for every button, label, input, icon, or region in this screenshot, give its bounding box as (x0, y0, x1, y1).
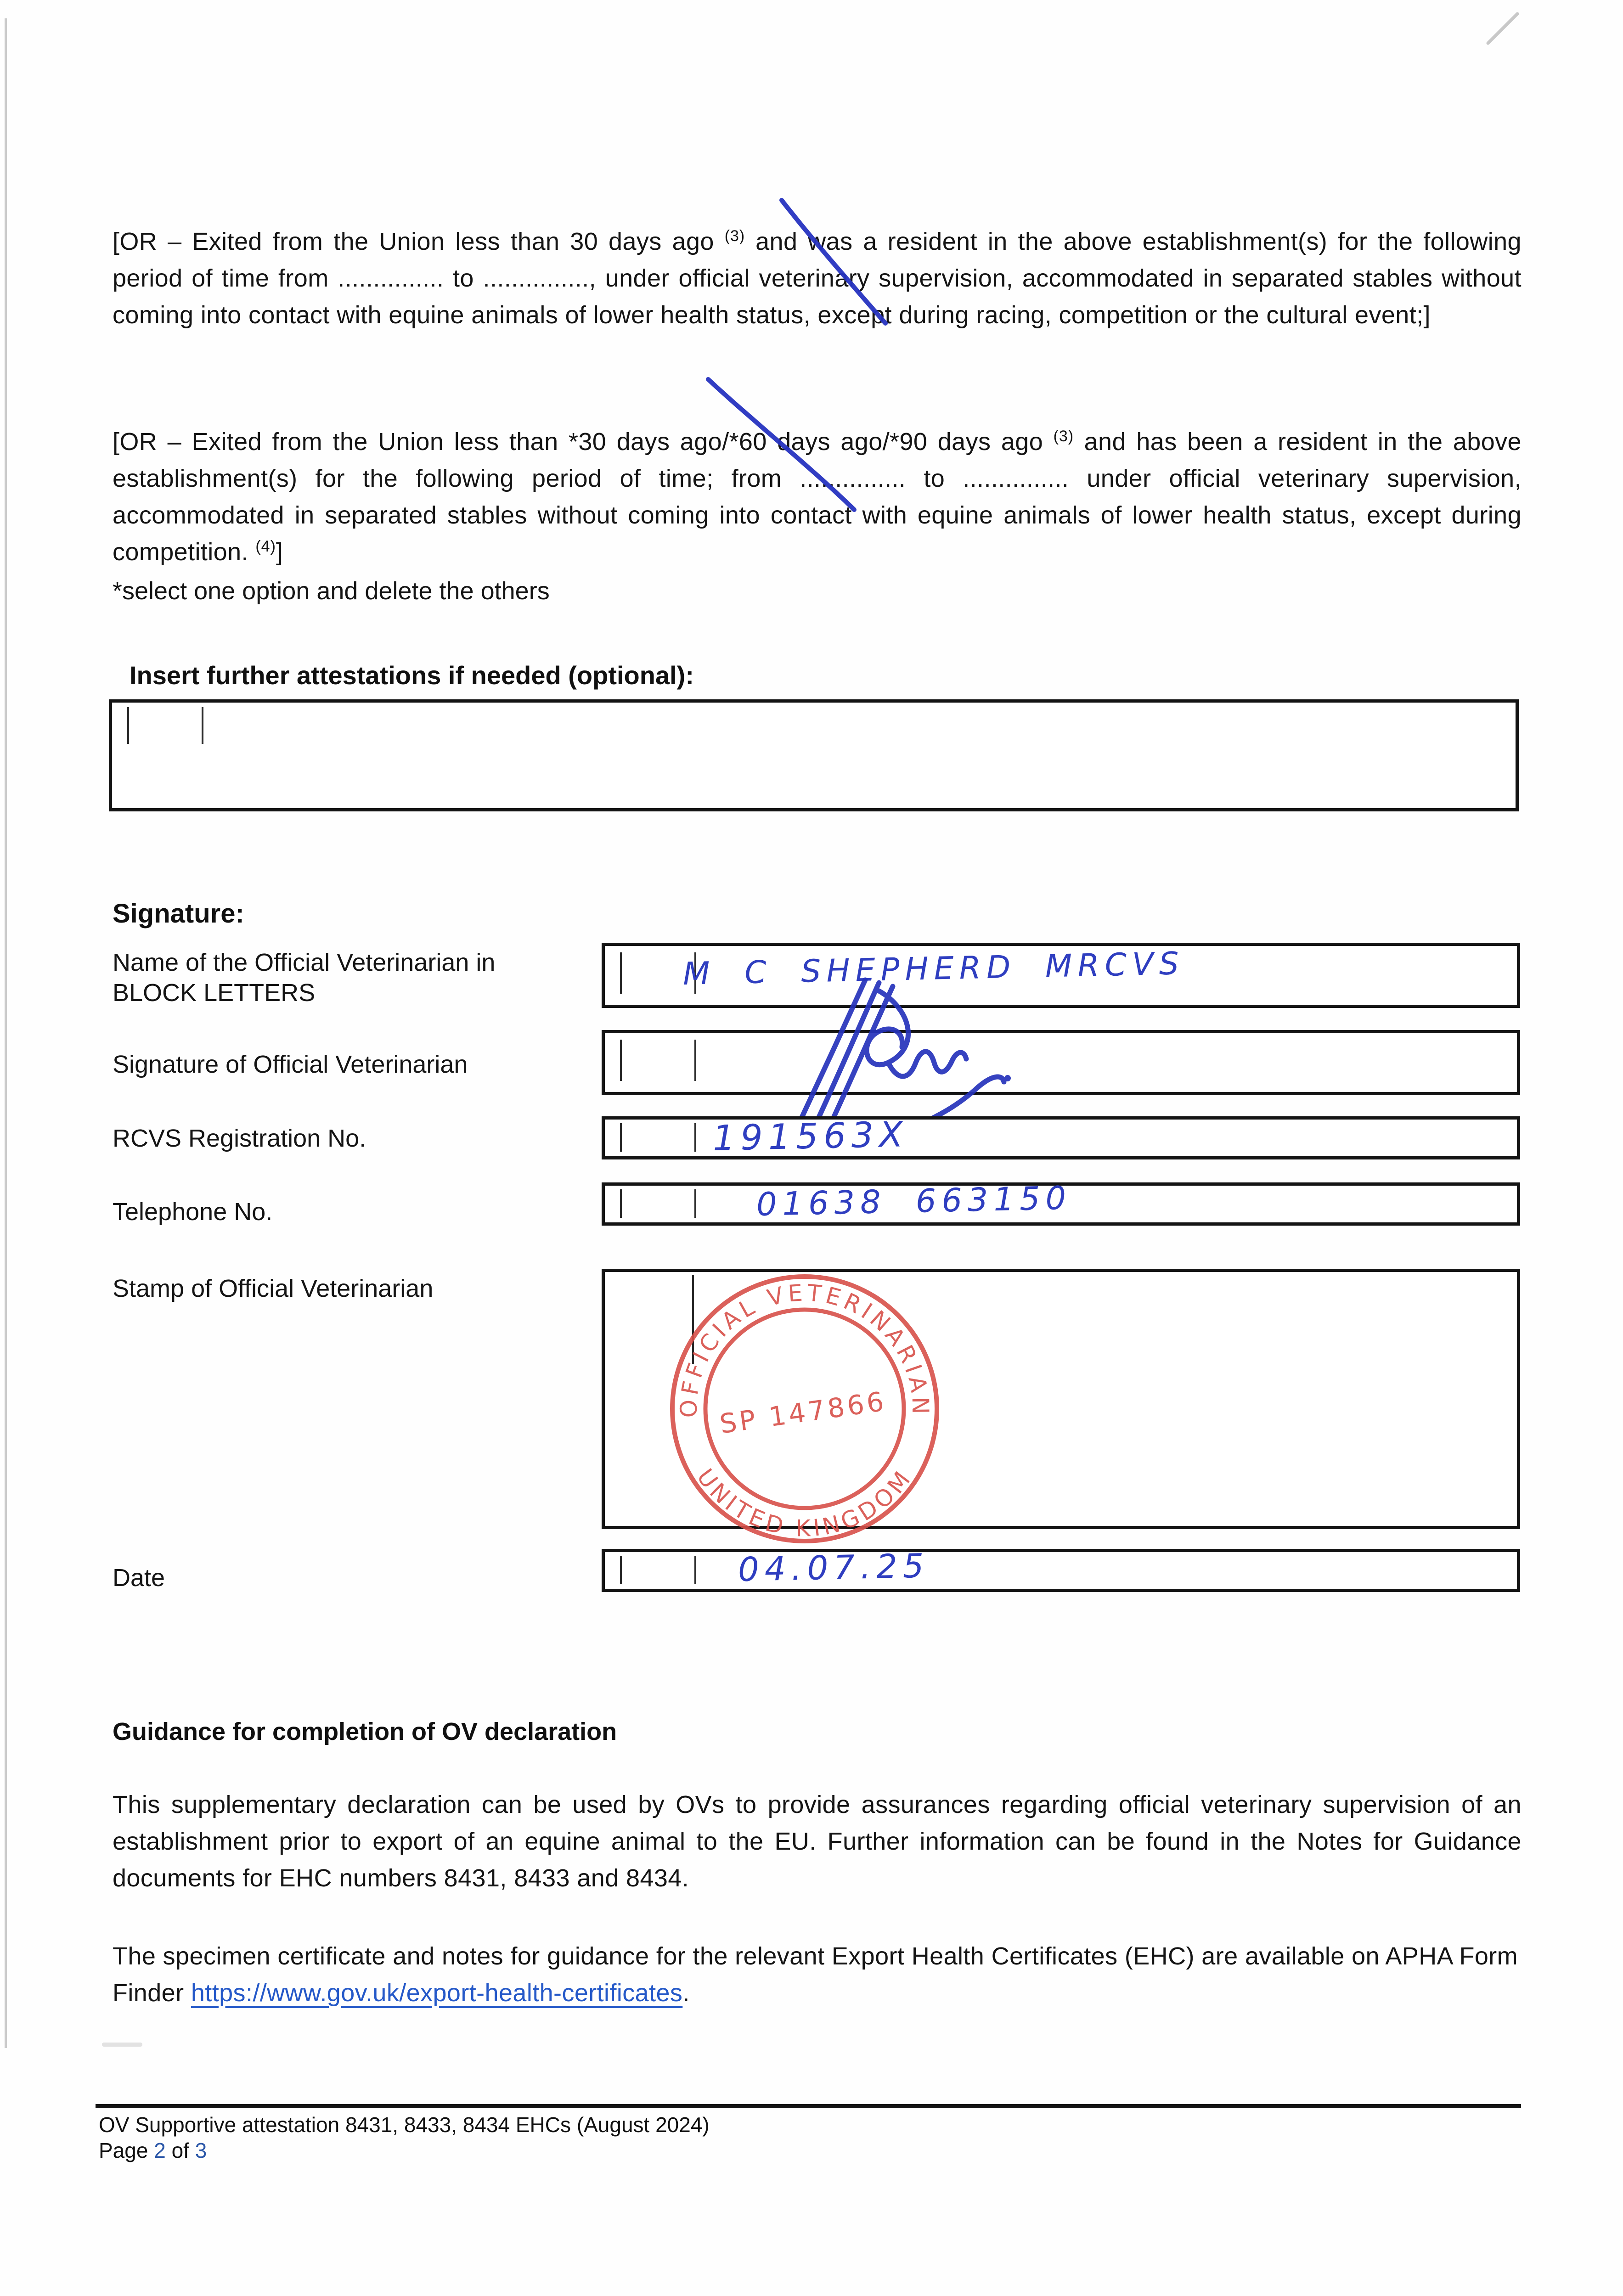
stamp-serial-number: SP 147866 (717, 1385, 889, 1440)
attestation-paragraph-exited-30-days (113, 223, 1522, 333)
footnote-ref-3: (3) (1053, 428, 1074, 445)
footer-page-total: 3 (195, 2138, 207, 2162)
stamp-field-label: Stamp of Official Veterinarian (113, 1275, 434, 1302)
paragraph-text: and has been a resident in the above establishment(s) for the following period of time; from ............... to ............... under official veterinary supervision, accommodated in separated stables without coming into contact with equine animals of lower health status, except during competition. (113, 428, 1522, 566)
footer-divider (96, 2104, 1521, 2108)
telephone-handwritten-value: 01638 663150 (756, 1179, 1072, 1223)
rcvs-handwritten-value: 191563X (712, 1114, 909, 1159)
scan-tick-mark (202, 707, 203, 744)
paragraph-text: The specimen certificate and notes for guidance for the relevant Export Health Certificates (EHC) are available on APHA Form Finder (113, 1942, 1518, 2007)
scan-tick-mark (620, 1556, 622, 1584)
scan-tick-mark (694, 1189, 696, 1218)
telephone-field (602, 1179, 1520, 1226)
stamp-field (602, 1269, 1520, 1529)
footnote-ref-3: (3) (724, 227, 745, 245)
signature-field (602, 1030, 1520, 1095)
footnote-ref-4: (4) (255, 538, 276, 555)
date-handwritten-value: 04.07.25 (738, 1546, 930, 1589)
scan-tick-mark (127, 707, 129, 744)
name-field (602, 943, 1520, 1008)
guidance-heading: Guidance for completion of OV declaration (113, 1718, 617, 1745)
scan-tick-mark (620, 952, 622, 994)
paragraph-text: ] (276, 538, 283, 566)
footer-page-number: 2 (154, 2138, 166, 2162)
telephone-field-label: Telephone No. (113, 1198, 273, 1226)
further-attestations-heading: Insert further attestations if needed (optional): (130, 661, 694, 690)
name-field-label: Name of the Official Veterinarian in BLOCK LETTERS (113, 949, 496, 1007)
paragraph-text: . (682, 1979, 690, 2007)
paragraph-text: [OR – Exited from the Union less than *30 days ago/*60 days ago/*90 days ago (113, 428, 1054, 456)
scan-tick-mark (620, 1123, 622, 1152)
scan-tick-mark (692, 1275, 694, 1364)
paragraph-text: and was a resident in the above establishment(s) for the following period of time from ............... to ..............., under official veterinary supervision, accommodated in separated stables without coming into contact with equine animals of lower health status, except during racing, competition or the cultural event;] (113, 228, 1522, 329)
further-attestations-field (109, 699, 1519, 811)
rcvs-field-label: RCVS Registration No. (113, 1125, 366, 1152)
paragraph-text: [OR – Exited from the Union less than 30 days ago (113, 228, 725, 255)
scan-tick-mark (694, 1123, 696, 1152)
footer-page-text: Page (99, 2138, 154, 2162)
scan-edge-artifact (5, 18, 7, 2048)
date-field-label: Date (113, 1564, 165, 1592)
footer-page-text: of (165, 2138, 195, 2162)
date-field (602, 1546, 1520, 1592)
corner-slash-artifact (1484, 10, 1526, 51)
rcvs-field (602, 1116, 1520, 1159)
name-handwritten-value: M C SHEPHERD MRCVS (682, 945, 1185, 992)
scan-smudge-artifact (102, 2043, 142, 2047)
stamp-arc-top-text: OFFICIAL VETERINARIAN (675, 1279, 934, 1418)
signature-field-label: Signature of Official Veterinarian (113, 1051, 468, 1078)
footer-page-indicator (99, 2138, 207, 2163)
signature-section-heading: Signature: (113, 899, 244, 929)
attestation-paragraph-exited-30-60-90-days (113, 423, 1522, 570)
export-health-certificates-link[interactable]: https://www.gov.uk/export-health-certificates (191, 1979, 683, 2007)
scan-tick-mark (620, 1040, 622, 1081)
select-option-note: *select one option and delete the others (113, 577, 550, 605)
footer-document-title: OV Supportive attestation 8431, 8433, 8434 EHCs (August 2024) (99, 2113, 710, 2137)
stamp-arc-bottom-text: UNITED KINGDOM (692, 1463, 918, 1542)
guidance-link-paragraph (113, 1938, 1522, 2011)
scan-tick-mark (694, 1556, 696, 1584)
guidance-paragraph: This supplementary declaration can be used by OVs to provide assurances regarding official veterinary supervision of an establishment prior to export of an equine animal to the EU. Further information can be found in the Notes for Guidance documents for EHC numbers 8431, 8433 and 8434. (113, 1791, 1522, 1892)
scan-tick-mark (694, 1040, 696, 1081)
scan-tick-mark (620, 1189, 622, 1218)
